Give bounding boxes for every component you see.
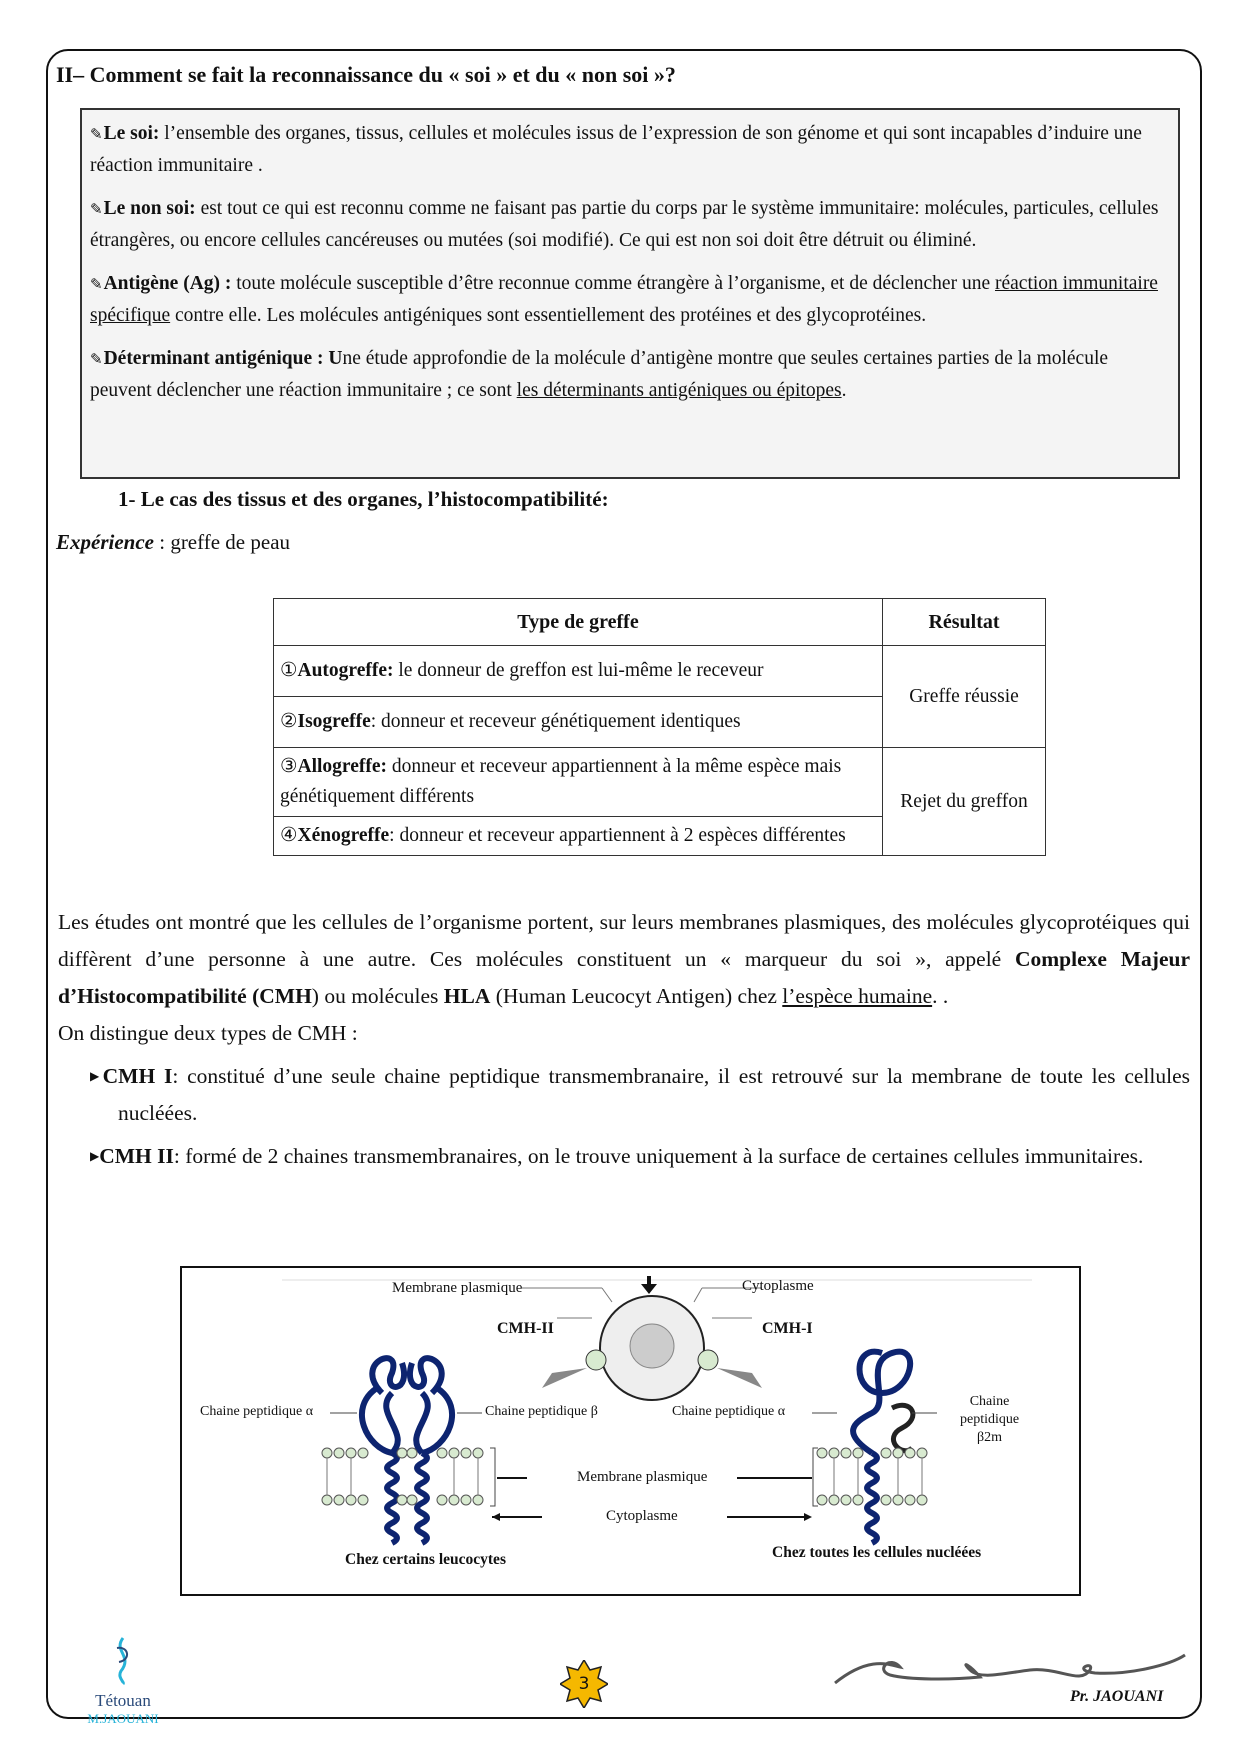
definition-non-soi: ✎Le non soi: est tout ce qui est reconnu comme ne faisant pas partie du corps par le système immunitaire: molécules, particules, cellules étrangères, ou encore cellules cancéreuses ou mutées (soi modifié). Ce qui est non soi doit être détruit ou éliminé. [90,198,1159,251]
triangle-bullet-icon: ▶ [90,1069,103,1083]
label-cmh-ii: CMH-II [497,1320,554,1337]
triangle-bullet-icon: ▶ [90,1149,100,1163]
table-row: ①Autogreffe: le donneur de greffon est lui-même le receveur Greffe réussie [274,646,1046,697]
label-chain-b2m: Chaine peptidique β2m [960,1394,1020,1445]
table-row: ③Allogreffe: donneur et receveur appartiennent à la même espèce mais génétiquement différents Rejet du greffon [274,748,1046,817]
result-cell: Greffe réussie [883,646,1046,748]
caption-leucocytes: Chez certains leucocytes [345,1551,506,1568]
header-type: Type de greffe [274,599,883,646]
table-row: ④Xénogreffe: donneur et receveur appartiennent à 2 espèces différentes [274,817,1046,856]
definitions-box [80,108,1180,479]
cmh-diagram [180,1266,1081,1596]
experience-label: Expérience [56,530,154,554]
section-title: II– Comment se fait la reconnaissance du « soi » et du « non soi »? [56,62,676,87]
bullet-cmh-ii: ▶CMH II: formé de 2 chaines transmembranaires, on le trouve uniquement à la surface de certaines cellules immunitaires. [90,1144,1144,1168]
caption-nucleated-cells: Chez toutes les cellules nucléées [772,1544,982,1561]
pencil-icon: ✎ [90,200,103,218]
definition-antigene: ✎Antigène (Ag) : toute molécule susceptible d’être reconnue comme étrangère à l’organisme, et de déclencher une réaction immunitaire spécifique contre elle. Les molécules antigéniques sont essentiellement des protéines et des glycoprotéines. [90,273,1158,326]
result-cell: Rejet du greffon [883,748,1046,856]
label-cytoplasm-top: Cytoplasme [742,1278,814,1294]
label-cytoplasm-mid: Cytoplasme [606,1508,678,1524]
label-cmh-i: CMH-I [762,1320,813,1337]
page-number-badge: 3 [560,1660,608,1708]
table-row: ②Isogreffe: donneur et receveur génétiquement identiques [274,697,1046,748]
author-signature: Pr. JAOUANI [1070,1688,1164,1705]
pencil-icon: ✎ [90,125,103,143]
label-membrane-top: Membrane plasmique [392,1280,523,1296]
definition-determinant: ✎Déterminant antigénique : Une étude approfondie de la molécule d’antigène montre que seules certaines parties de la molécule peuvent déclencher une réaction immunitaire ; ce sont les déterminants antigéniques ou épitopes. [90,348,1109,401]
body-paragraph: Les études ont montré que les cellules de l’organisme portent, sur leurs membranes plasmiques, des molécules glycoprotéiques qui diffèrent d’une personne à une autre. Ces molécules constituent un « marqueur du soi », appelé Complexe Majeur d’Histocompatibilité (CMH) ou molécules HLA (Human Leucocyt Antigen) chez l’espèce humaine. . On distingue deux types de CMH : ▶CMH I: constitué d’une seule chaine peptidique transmembranaire, il est retrouvé sur la membrane de toute les cellules nucléées. ▶CMH II: formé de 2 chaines transmembranaires, on le trouve uniquement à la surface de certaines cellules immunitaires. [58,904,1190,1175]
pencil-icon: ✎ [90,275,103,293]
bullet-cmh-i: ▶CMH I: constitué d’une seule chaine peptidique transmembranaire, il est retrouvé sur la membrane de toute les cellules nucléées. [90,1064,1190,1125]
subsection-title: 1- Le cas des tissus et des organes, l’histocompatibilité: [118,487,609,511]
label-chain-alpha-right: Chaine peptidique α [672,1404,786,1419]
graft-table [273,598,1046,856]
logo-icon [103,1636,143,1686]
label-chain-beta: Chaine peptidique β [485,1404,598,1419]
table-header-row [274,599,1046,646]
label-chain-alpha-left: Chaine peptidique α [200,1404,314,1419]
definition-soi: ✎Le soi: l’ensemble des organes, tissus, cellules et molécules issus de l’expression de son génome et qui sont incapables d’induire une réaction immunitaire . [90,123,1142,176]
pencil-icon: ✎ [90,350,103,368]
label-membrane-mid: Membrane plasmique [577,1469,708,1485]
header-result: Résultat [883,599,1046,646]
school-logo: Tétouan M.JAOUANI [68,1636,178,1727]
experience-line: Expérience : greffe de peau [56,530,291,554]
